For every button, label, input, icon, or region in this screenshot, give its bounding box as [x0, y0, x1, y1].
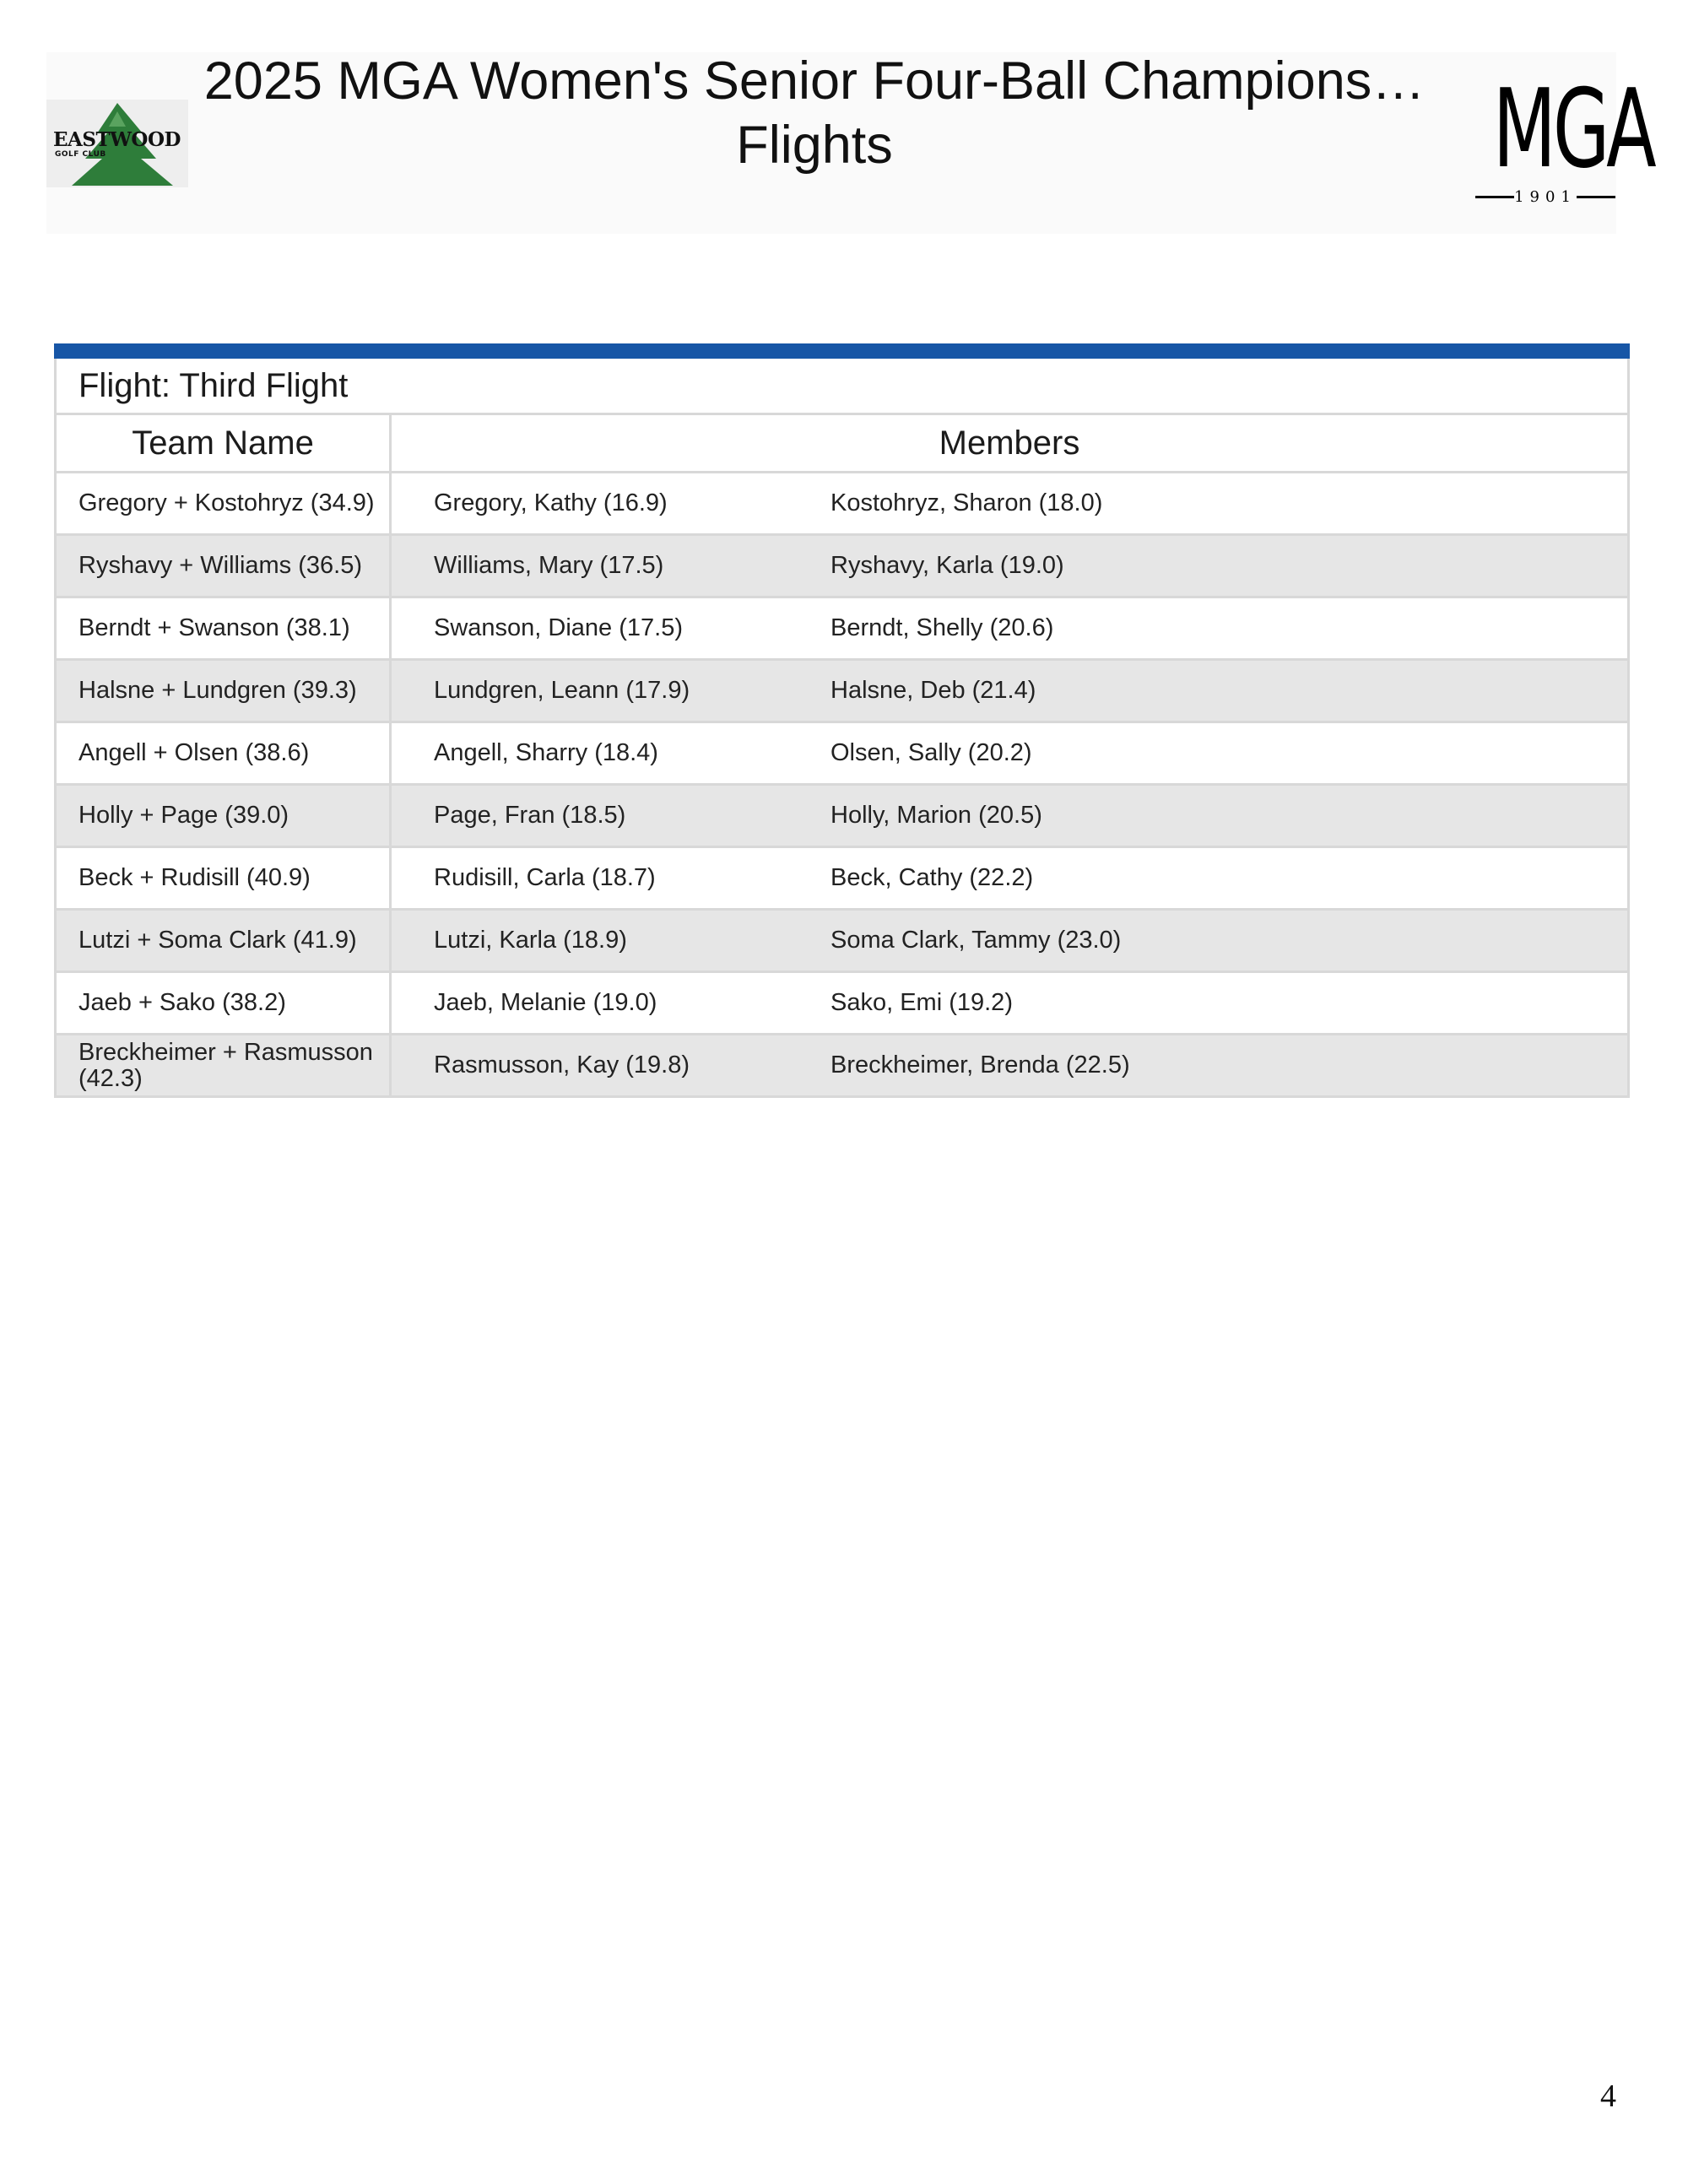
team-name-cell: Halsne + Lundgren (39.3): [56, 660, 391, 722]
members-pair: [434, 739, 1627, 767]
members-cell: [391, 1035, 1629, 1097]
member-2: Sako, Emi (19.2): [830, 989, 1013, 1016]
team-name-cell: Holly + Page (39.0): [56, 785, 391, 847]
members-pair: [434, 1051, 1627, 1079]
table-row: [56, 847, 1629, 910]
member-2: Breckheimer, Brenda (22.5): [830, 1051, 1130, 1078]
team-name-cell: Jaeb + Sako (38.2): [56, 972, 391, 1035]
member-1: Rasmusson, Kay (19.8): [434, 1051, 690, 1078]
page-number: 4: [1600, 2079, 1616, 2114]
member-1: Williams, Mary (17.5): [434, 552, 664, 579]
table-row: [56, 722, 1629, 785]
member-2: Halsne, Deb (21.4): [830, 677, 1036, 704]
members-cell: [391, 972, 1629, 1035]
member-2: Ryshavy, Karla (19.0): [830, 552, 1064, 579]
members-pair: [434, 552, 1627, 580]
members-cell: [391, 535, 1629, 597]
member-2: Olsen, Sally (20.2): [830, 739, 1032, 766]
flight-table: [54, 343, 1630, 1098]
member-1: Page, Fran (18.5): [434, 802, 626, 829]
table-row: [56, 597, 1629, 660]
table-row: [56, 1035, 1629, 1097]
club-logo-subtitle: GOLF CLUB: [55, 150, 106, 159]
column-header-team: Team Name: [56, 414, 391, 473]
team-name-cell: Gregory + Kostohryz (34.9): [56, 473, 391, 535]
member-1: Jaeb, Melanie (19.0): [434, 989, 657, 1016]
logo-dash-left: [1475, 196, 1514, 198]
member-2: Beck, Cathy (22.2): [830, 864, 1034, 891]
members-pair: [434, 677, 1627, 705]
members-cell: [391, 722, 1629, 785]
eastwood-golf-club-logo: [46, 100, 188, 187]
mga-logo: [1469, 67, 1653, 211]
team-name-cell: Ryshavy + Williams (36.5): [56, 535, 391, 597]
members-cell: [391, 785, 1629, 847]
team-name-cell: Lutzi + Soma Clark (41.9): [56, 910, 391, 972]
members-cell: [391, 473, 1629, 535]
member-2: Soma Clark, Tammy (23.0): [830, 927, 1122, 954]
column-header-row: [56, 414, 1629, 473]
table-row: [56, 660, 1629, 722]
member-1: Lutzi, Karla (18.9): [434, 927, 627, 954]
members-pair: [434, 989, 1627, 1017]
member-1: Swanson, Diane (17.5): [434, 614, 683, 641]
team-name-cell: Berndt + Swanson (38.1): [56, 597, 391, 660]
member-2: Berndt, Shelly (20.6): [830, 614, 1054, 641]
members-cell: [391, 847, 1629, 910]
member-1: Lundgren, Leann (17.9): [434, 677, 690, 704]
logo-dash-right: [1577, 196, 1615, 198]
table-row: [56, 972, 1629, 1035]
members-cell: [391, 910, 1629, 972]
table-row: [56, 910, 1629, 972]
members-cell: [391, 660, 1629, 722]
members-pair: [434, 802, 1627, 830]
mga-logo-letters: MGA: [1492, 67, 1653, 192]
table-row: [56, 535, 1629, 597]
flight-label: Flight: Third Flight: [56, 351, 1629, 414]
member-2: Holly, Marion (20.5): [830, 802, 1042, 829]
title-line-2: Flights: [736, 116, 893, 175]
members-pair: [434, 927, 1627, 954]
flight-label-row: [56, 351, 1629, 414]
members-pair: [434, 864, 1627, 892]
table-row: [56, 473, 1629, 535]
column-header-members: Members: [391, 414, 1629, 473]
member-1: Gregory, Kathy (16.9): [434, 489, 668, 516]
member-1: Rudisill, Carla (18.7): [434, 864, 656, 891]
members-cell: [391, 597, 1629, 660]
team-name-cell: Breckheimer + Rasmusson (42.3): [56, 1035, 391, 1097]
members-pair: [434, 489, 1627, 517]
member-1: Angell, Sharry (18.4): [434, 739, 658, 766]
members-pair: [434, 614, 1627, 642]
document-title: [181, 49, 1447, 177]
team-name-cell: Angell + Olsen (38.6): [56, 722, 391, 785]
team-name-cell: Beck + Rudisill (40.9): [56, 847, 391, 910]
title-line-1: 2025 MGA Women's Senior Four-Ball Champions…: [203, 51, 1426, 111]
club-logo-name: EASTWOOD: [53, 128, 181, 151]
member-2: Kostohryz, Sharon (18.0): [830, 489, 1103, 516]
mga-logo-year: 1901: [1514, 187, 1577, 206]
mga-logo-year-row: [1475, 187, 1615, 206]
table-row: [56, 785, 1629, 847]
